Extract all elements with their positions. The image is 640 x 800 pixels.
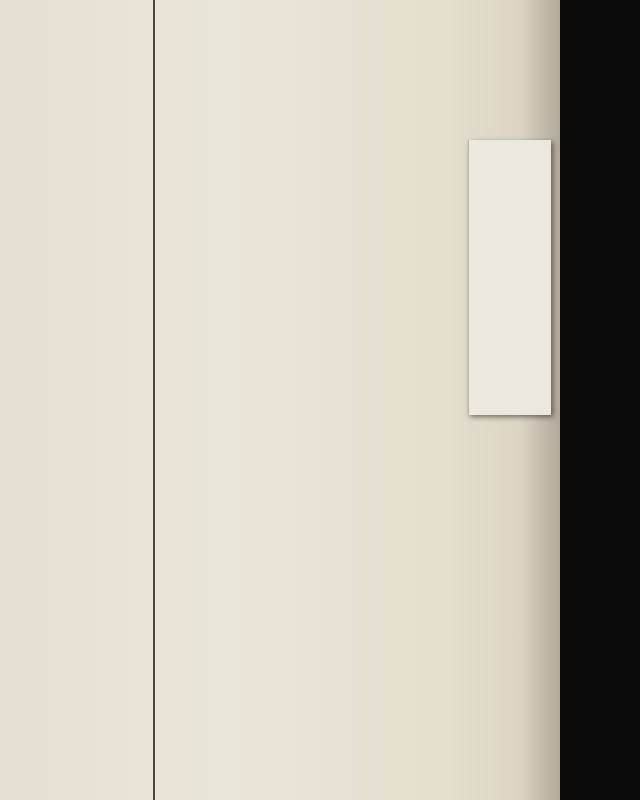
column-rule: [153, 0, 155, 800]
paper-tab: [468, 140, 551, 415]
